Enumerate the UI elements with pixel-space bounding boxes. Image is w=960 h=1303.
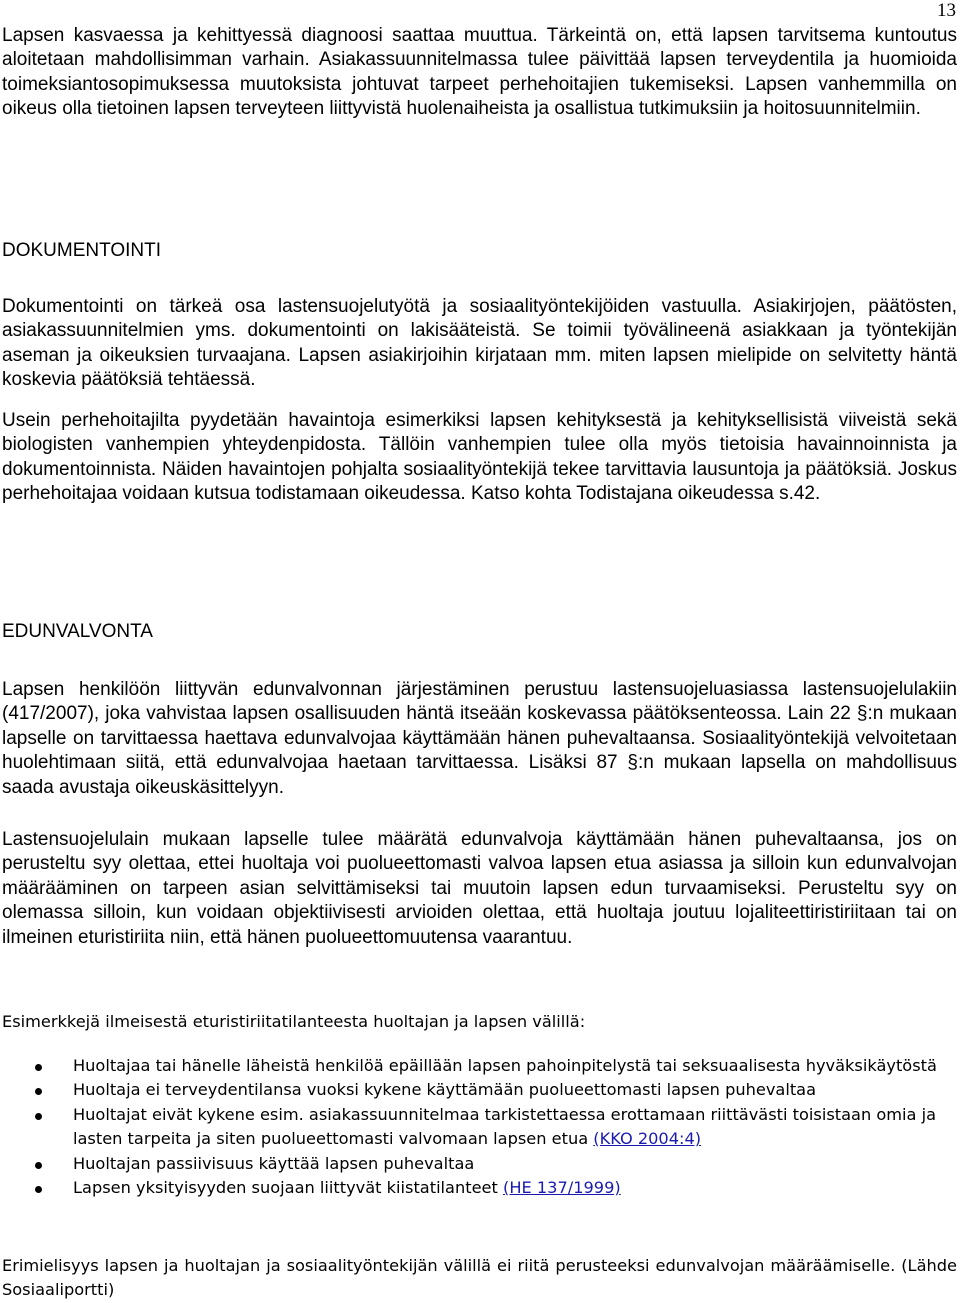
list-item <box>0 1078 955 1102</box>
bullet-icon <box>35 1186 42 1193</box>
bullet-icon <box>35 1064 42 1071</box>
list-item-text: Lapsen yksityisyyden suojaan liittyvät kiistatilanteet <box>73 1178 503 1198</box>
page-number: 13 <box>937 0 956 21</box>
bullet-icon <box>35 1162 42 1169</box>
list-item <box>0 1176 955 1200</box>
guardianship-paragraph-1: Lapsen henkilöön liittyvän edunvalvonnan järjestäminen perustuu lastensuojeluasiassa lastensuojelulakiin (417/2007), joka vahvistaa lapsen osallisuuden häntä itseään koskevassa päätöksenteossa. Lain 22 §:n mukaan lapselle on tarvittaessa haettava edunvalvojaa käyttämään hänen puhevaltaansa. Sosiaalityöntekijä velvoitetaan huolehtimaan siitä, että edunvalvojaa haetaan tarvittaessa. Lisäksi 87 §:n mukaan lapsella on mahdollisuus saada avustaja oikeuskäsittelyyn. <box>2 679 957 798</box>
reference-link-he[interactable]: (HE 137/1999) <box>503 1178 621 1198</box>
reference-link-kko[interactable]: (KKO 2004:4) <box>593 1129 702 1149</box>
documentation-paragraph-1: Dokumentointi on tärkeä osa lastensuojelutyötä ja sosiaalityöntekijöiden vastuulla. Asiakirjojen, päätösten, asiakassuunnitelmien yms. dokumentointi on lakisääteistä. Se toimii työvälineenä asiakkaan ja työntekijän aseman ja oikeuksien turvaajana. Lapsen asiakirjoihin kirjataan mm. miten lapsen mielipide on selvitetty häntä koskevia päätöksiä tehtäessä. <box>2 296 957 391</box>
list-item <box>0 1103 955 1152</box>
list-item-text: Huoltajan passiivisuus käyttää lapsen puhevaltaa <box>73 1153 475 1173</box>
examples-list <box>0 1054 955 1200</box>
intro-paragraph: Lapsen kasvaessa ja kehittyessä diagnoosi saattaa muuttua. Tärkeintä on, että lapsen tarvitsema kuntoutus aloitetaan mahdollisimman varhain. Asiakassuunnitelmassa tulee päivittää lapsen terveydentila ja huomioida toimeksiantosopimuksessa muutoksista johtuvat tarpeet perhehoitajien tukemiseksi. Lapsen vanhemmilla on oikeus olla tietoinen lapsen terveyteen liittyvistä huolenaiheista ja osallistua tutkimuksiin ja hoitosuunnitelmiin. <box>2 25 957 120</box>
bullet-icon <box>35 1088 42 1095</box>
list-item-text: Huoltaja ei terveydentilansa vuoksi kykene käyttämään puolueettomasti lapsen puhevaltaa <box>73 1080 817 1100</box>
list-item <box>0 1152 955 1176</box>
section-heading-guardianship: EDUNVALVONTA <box>2 621 153 642</box>
bullet-icon <box>35 1113 42 1120</box>
closing-paragraph: Erimielisyys lapsen ja huoltajan ja sosiaalityöntekijän välillä ei riitä perusteeksi edunvalvojan määräämiselle. (Lähde Sosiaaliportti) <box>2 1256 957 1300</box>
guardianship-paragraph-2: Lastensuojelulain mukaan lapselle tulee määrätä edunvalvoja käyttämään hänen puhevaltaansa, jos on perusteltu syy olettaa, ettei huoltaja voi puolueettomasti valvoa lapsen etua asiassa ja silloin kun edunvalvojan määrääminen on tarpeen asian selvittämiseksi tai muutoin lapsen edun turvaamiseksi. Perusteltu syy on olemassa silloin, kun voidaan objektiivisesti arvioiden olettaa, että huoltaja joutuu lojaliteettiristiriitaan tai on ilmeinen eturistiriita niin, että hänen puolueettomuutensa vaarantuu. <box>2 829 957 948</box>
list-item-text: Huoltajaa tai hänelle läheistä henkilöä epäillään lapsen pahoinpitelystä tai seksuaalisesta hyväksikäytöstä <box>73 1056 937 1075</box>
examples-intro: Esimerkkejä ilmeisestä eturistiriitatilanteesta huoltajan ja lapsen välillä: <box>2 1012 586 1031</box>
documentation-paragraph-2: Usein perhehoitajilta pyydetään havaintoja esimerkiksi lapsen kehityksestä ja kehityksellisistä viiveistä sekä biologisten vanhempien yhteydenpidosta. Tällöin vanhempien tulee olla myös tietoisia havainnoinnista ja dokumentoinnista. Näiden havaintojen pohjalta sosiaalityöntekijä tekee tarvittavia lausuntoja ja päätöksiä. Joskus perhehoitajaa voidaan kutsua todistamaan oikeudessa. Katso kohta Todistajana oikeudessa s.42. <box>2 410 957 505</box>
section-heading-documentation: DOKUMENTOINTI <box>2 240 162 261</box>
list-item <box>0 1054 955 1078</box>
list-item-text: Huoltajat eivät kykene esim. asiakassuunnitelmaa tarkistettaessa erottamaan riittävästi toisistaan omia ja lasten tarpeita ja siten puolueettomasti valvomaan lapsen etua <box>73 1104 937 1149</box>
